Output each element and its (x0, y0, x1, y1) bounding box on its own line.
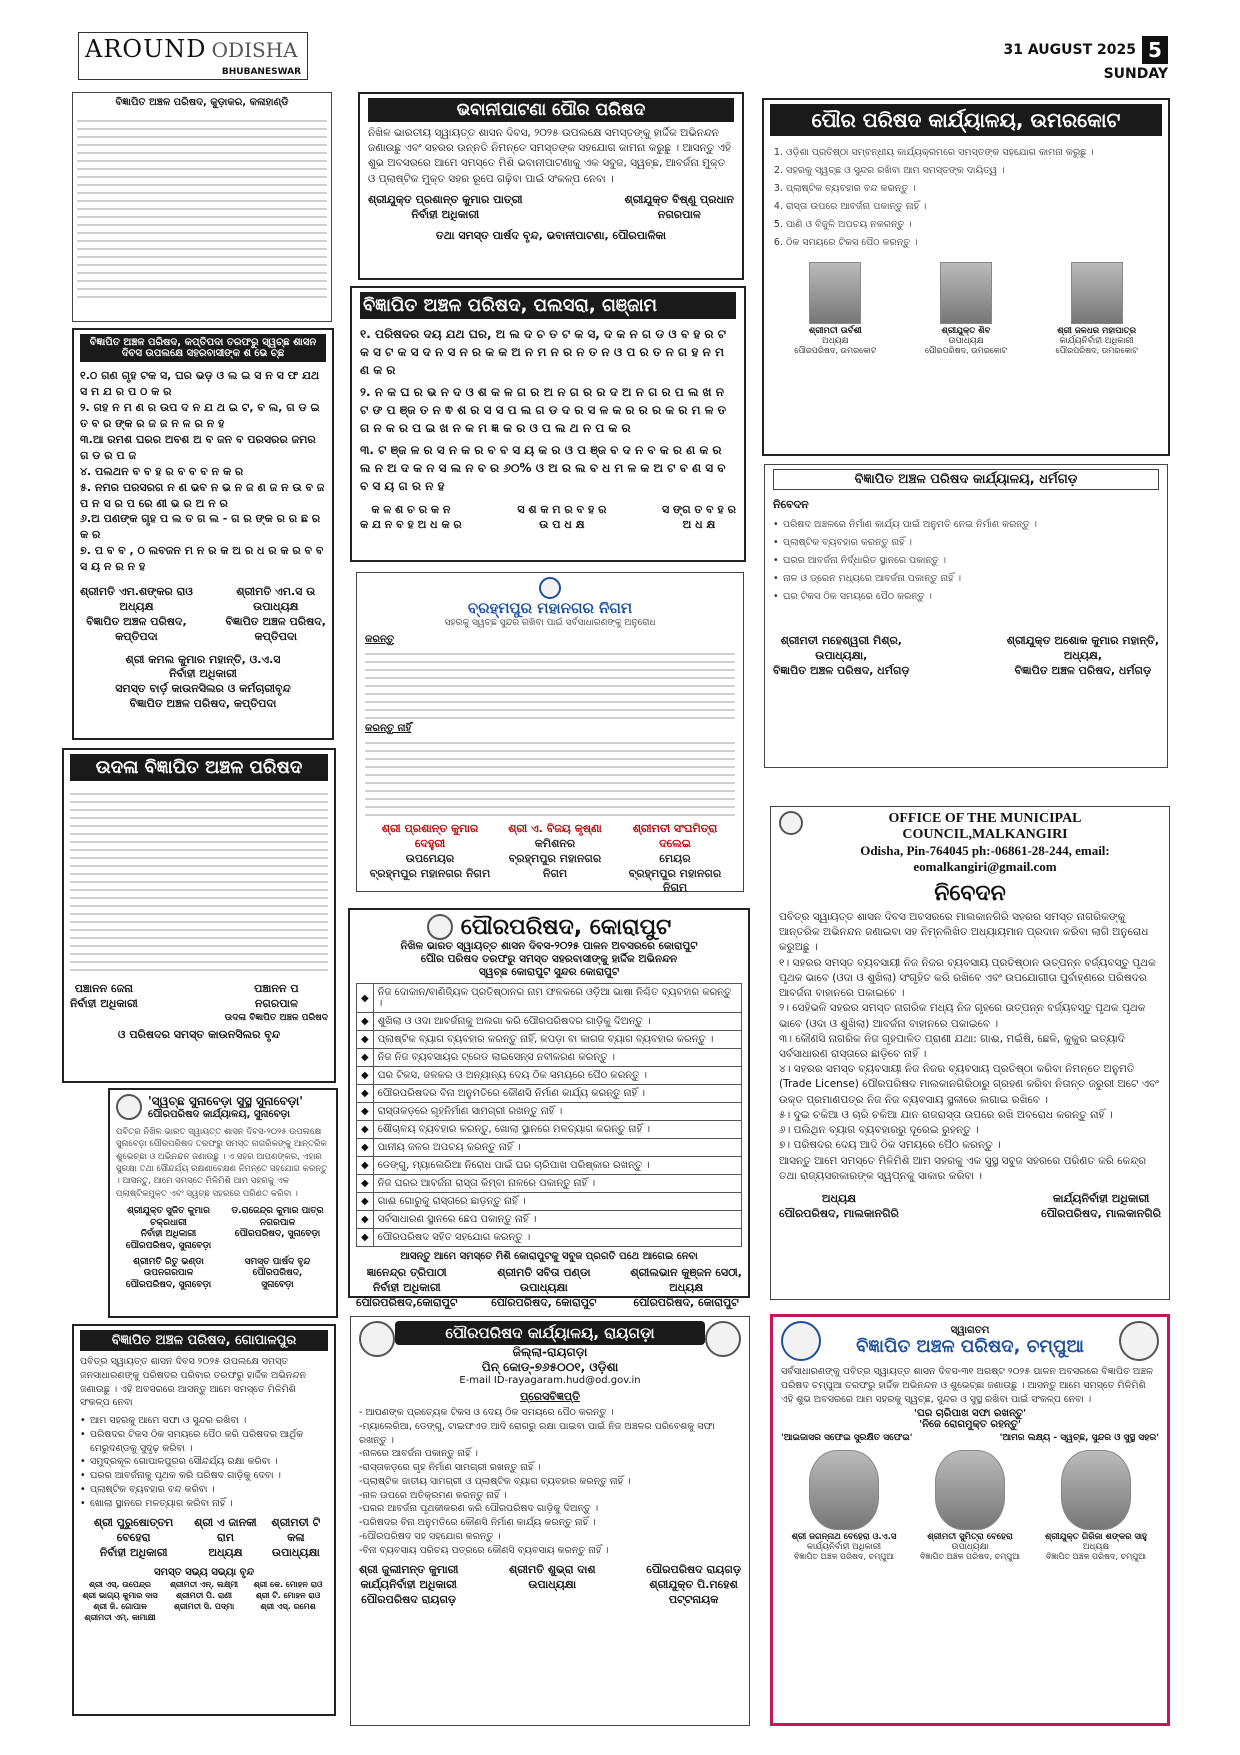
kuadakar-ad (72, 92, 332, 322)
municipal-emblem-icon (359, 1321, 395, 1357)
signature: ଶ୍ରୀଯୁକ୍ତ ବିଷ୍ଣୁ ପ୍ରଧାନ ନଗରପାଳ (624, 192, 734, 221)
rayagada-points (359, 1406, 741, 1557)
palasara-item: ୨. ନ କ ଘ ର ଭ ନ ଦ ଓ ଶ କ ଳ ଗ ର ଅ ନ ଗ ର ର ଦ ଅ ନ ଗ ର ପ ଲ ଖ ନ ଟ ଙ ପ ଞ୍ଜ ତ ନ ଵ ଶ ର ସ ସ ପ ଲ ଗ ଡ ଦ ର ସ ଳ କ ର ର ର କ ର ମ ଳ ତ ଗ ନ କ ର ପ ଇ ଖ ନ କ ମ ଜ୍ଞ କ ର ଓ ପ ଲ ଥ ନ ପ କ ର (360, 385, 727, 435)
slogan: 'ଆମର ଲକ୍ଷ୍ୟ - ସ୍ୱଚ୍ଛ, ସୁନ୍ଦର ଓ ସୁସ୍ଥ ସହର' (999, 1433, 1159, 1444)
list-item: -ପ୍ଲାଷ୍ଟିକ ଜାତୀୟ ସାମଗ୍ରୀ ଓ ପ୍ଲାଷ୍ଟିକ ବ୍ୟାଗ ବ୍ୟବହାର କରନ୍ତୁ ନାହିଁ । (359, 1475, 631, 1487)
table-row: ◆ ନିଜ ଦୋକାନ/ବାଣିଜ୍ୟିକ ପ୍ରତିଷ୍ଠାନର ନାମ ଫଳକରେ ଓଡ଼ିଆ ଭାଷା ନିଶ୍ଚିତ ବ୍ୟବହାର କରନ୍ତୁ । (357, 984, 742, 1013)
official-card: ଶ୍ରୀମତୀ ସୁମିତ୍ରା ବେହେରା ଉପାଧ୍ୟକ୍ଷା ବିଜ୍ଞାପିତ ଅଞ୍ଚଳ ପରିଷଦ, ଚମ୍ପୁଆ (911, 1450, 1029, 1562)
gopalpur-signatures (80, 1516, 328, 1561)
list-item: ୩.ଆ ରମଶ ଘରର ଅବଶ ଅ ବ ଜନ ବ ପରସରର ଜମର ଗ ଡ ର ପ ଜ (80, 432, 316, 462)
list-item: -ବିନା ବ୍ୟବସାୟ ପରିଚୟ ପତ୍ରରେ କୌଣସି ବ୍ୟବସାୟ କରନ୍ତୁ ନାହିଁ । (359, 1544, 609, 1556)
table-row: ◆ ପାନୀୟ ଜଳର ଅପଚୟ କରନ୍ତୁ ନାହିଁ । (357, 1139, 742, 1157)
table-row: ◆ ରାସ୍ତାକଡ଼ରେ ଗୃହନିର୍ମାଣ ସାମଗ୍ରୀ ରଖନ୍ତୁ ନାହିଁ । (357, 1103, 742, 1121)
palasara-item: ୩. ଟ ଞ୍ଜ ଳ ର ସ ନ କ ର ବ ବ ସ ୟ କ ର ଓ ପ ଞ୍ଜ ବ ଦ ନ ବ କ ର ଣ କ ର ଲ ନ ଅ ଦ କ ନ ସ ଲ ନ ବ ର ୬୦% ଓ ଅ ର ଲ ବ ଧ ମ ଳ କ ଅ ଟ ବ ଣ ସ ବ ବ ସ ୟ ଗ ର ନ ହ (360, 443, 726, 493)
gopalpur-ad (72, 1324, 336, 1716)
bhawanipatna-footer: ତଥା ସମସ୍ତ ପାର୍ଷଦ ବୃନ୍ଦ, ଭବାନୀପାଟଣା, ପୌରପାଳିକା (435, 228, 667, 242)
kuadakar-title: ବିଜ୍ଞାପିତ ଅଞ୍ଚଳ ପରିଷଦ, କୁଡ଼ାକର, କଳାହାଣ୍ଡି (115, 97, 289, 108)
signature: ଶ୍ରୀଯୁକ୍ତ ସୁଜିତ କୁମାର ଚକ୍ରଧାରୀ ନିର୍ବାହୀ ଅଧିକାରୀ ପୌରପରିଷଦ, ସୁନାବେଡ଼ା (125, 1205, 212, 1251)
page-number: 5 (1142, 36, 1168, 64)
kaptipada-signatures (80, 585, 326, 644)
rayagada-title: ପୌରପରିଷଦ କାର୍ଯ୍ୟାଳୟ, ରାୟଗଡ଼ା (395, 1321, 705, 1345)
list-item: • ଘରର ଆବର୍ଜନା ନିର୍ଦ୍ଧାରିତ ସ୍ଥାନରେ ପକାନ୍ତୁ । (773, 552, 1159, 570)
signature: ଶ୍ରୀ କମଲ କୁମାର ମହାନ୍ତି, ଓ.ଏ.ସ ନିର୍ବାହୀ ଅଧିକାରୀ ସମସ୍ତ ବାର୍ଡ଼ କାଉନସିଲର ଓ କର୍ମଚାରୀବୃନ୍ଦ ବିଜ୍ଞାପିତ ଅଞ୍ଚଳ ପରିଷଦ, କପ୍ତିପଦା (115, 652, 291, 711)
umerkote-ad (762, 98, 1170, 456)
malkangiri-title-3: Odisha, Pin-764045 ph:-06861-28-244, email: (860, 843, 1110, 858)
gopalpur-council-title: ସମସ୍ତ ସଭ୍ୟ ସଭ୍ୟା ବୃନ୍ଦ (153, 1566, 254, 1578)
list-item: 2. ସହରକୁ ସ୍ୱଚ୍ଛ ଓ ସୁନ୍ଦର ରଖିବା ଆମ ସମସ୍ତଙ୍କ ଦାୟିତ୍ୱ । (786, 162, 1162, 180)
signature: ଶ୍ରୀମତୀ ଟି କଳା ଉପାଧ୍ୟକ୍ଷା (271, 1516, 321, 1560)
list-item: • ଖୋଲା ସ୍ଥାନରେ ମଳତ୍ୟାଗ କରିବା ନାହିଁ । (80, 1497, 328, 1511)
odisha-emblem-icon (705, 1321, 741, 1357)
malkangiri-email: eomalkangiri@gmail.com (913, 859, 1057, 874)
malkangiri-points (779, 956, 1161, 1154)
brand-logo (78, 32, 308, 80)
list-item: • ଘର ଟିକସ ଠିକ ସମୟରେ ପୈଠ କରନ୍ତୁ । (773, 588, 1159, 606)
official-card: ଶ୍ରୀମତୀ ଉର୍ବଶୀ ଅଧ୍ୟକ୍ଷ ପୌରପରିଷଦ, ଉମରକୋଟ (780, 262, 890, 356)
gopalpur-council (80, 1580, 328, 1623)
table-row: ◆ ସର୍ବସାଧାରଣ ସ୍ଥାନରେ ଛେପ ପକାନ୍ତୁ ନାହିଁ । (357, 1211, 742, 1229)
umerkote-points (770, 144, 1162, 252)
kaptipada-items (80, 368, 326, 575)
malkangiri-ad (770, 806, 1170, 1300)
rayagada-signatures (359, 1563, 741, 1608)
rayagada-pin: ପିନ୍ କୋଡ୍-୭୬୫୦୦୧, ଓଡ଼ିଶା (481, 1360, 619, 1374)
signature: ଶ୍ରୀ ଜୁଲୀମନ୍ତ କୁମାରୀ କାର୍ଯ୍ୟନିର୍ବାହୀ ଅଧିକାରୀ ପୌରପରିଷଦ ରାୟଗଡ଼ (359, 1563, 459, 1607)
malkangiri-body: ପବିତ୍ର ସ୍ୱାୟତ୍ତ ଶାସନ ଦିବସ ଅବସରରେ ମାଲକାନଗିରି ସହରର ସମସ୍ତ ନାଗରିକଙ୍କୁ ଆନ୍ତରିକ ଅଭିନନ୍ଦନ ଜଣାଇବା ସହ ନିମ୍ନଲିଖିତ ଅଧ୍ୟାୟମାନ ପ୍ରଦାନ କରିବା ଲାଗି ଅନୁରୋଧ କରୁଅଛୁ । (779, 911, 1149, 954)
udala-signatures (70, 982, 328, 1024)
official-photo (809, 262, 861, 324)
signature: ଶ୍ରୀ ପ୍ରଶାନ୍ତ କୁମାର ଦେହୁରୀ ଉପମେୟର ବ୍ରହ୍ମପୁର ମହାନଗର ନିଗମ (369, 822, 491, 880)
udala-footer: ଓ ପରିଷଦର ସମସ୍ତ କାଉନସିଲର ବୃନ୍ଦ (117, 1027, 281, 1041)
berhampur-title: ବ୍ରହ୍ମପୁର ମହାନଗର ନିଗମ (467, 599, 633, 617)
list-item: • ପରିଷଦର ଟିକସ ଠିକ ସମୟରେ ପୈଠ କରି ପରିଷଦର ଆର୍ଥିକ ମେରୁଦଣ୍ଡକୁ ସୁଦୃଢ଼ କରିବା । (80, 1428, 328, 1456)
kaptipada-ad (72, 328, 334, 740)
table-row: ◆ ପୌରପରିଷଦ ସହିତ ସହଯୋଗ କରନ୍ତୁ । (357, 1229, 742, 1247)
rayagada-district: ଜିଲ୍ଲା-ରାୟଗଡ଼ା (512, 1345, 588, 1359)
location-label: BHUBANESWAR (221, 67, 301, 77)
list-item: -ପରିଷଦର ବିନା ଅନୁମତିରେ କୌଣସି ନିର୍ମାଣ କାର୍ଯ୍ୟ କରନ୍ତୁ ନାହିଁ । (359, 1517, 596, 1529)
list-item: -ଘରର ଆବର୍ଜନା ପୃଥକୀକରଣ କରି ପୌରପରିଷଦ ଗାଡ଼ିକୁ ଦିଅନ୍ତୁ । (359, 1503, 599, 1515)
koraput-subtitle-3: ସ୍ୱଚ୍ଛ କୋରାପୁଟ ସୁନ୍ଦର କୋରାପୁଟ (478, 966, 620, 978)
table-row: ◆ ଘର ଟିକସ, ଜଳକର ଓ ଅନ୍ୟାନ୍ୟ ଦେୟ ଠିକ ସମୟରେ ପୈଠ କରନ୍ତୁ । (357, 1067, 742, 1085)
udala-body (70, 787, 328, 972)
table-row: ◆ ପ୍ଲାଷ୍ଟିକ ବ୍ୟାଗ ବ୍ୟବହାର କରନ୍ତୁ ନାହିଁ, କପଡ଼ା ବା କାଗଜ ବ୍ୟାଗ ବ୍ୟବହାର କରନ୍ତୁ । (357, 1031, 742, 1049)
list-item: ୩। କୌଣସି ନାଗରିକ ନିଜ ଗୃହପାଳିତ ପ୍ରାଣୀ ଯଥା: ଗାଈ, ମଇଁଷି, ଛେଳି, କୁକୁର ଇତ୍ୟାଦି ସର୍ବସାଧାରଣ ରାସ୍ତାରେ ଛାଡ଼ିବେ ନାହିଁ । (779, 1032, 1125, 1060)
sunabeda-title: 'ସ୍ୱଚ୍ଛ ସୁନାବେଡ଼ା ସୁସ୍ଥ ସୁନାବେଡ଼ା' (148, 1094, 303, 1108)
rayagada-ad (350, 1316, 750, 1726)
signature: ଡ.ରାଜେନ୍ଦ୍ର କୁମାର ପାତ୍ର ନଗରପାଳ ପୌରପରିଷଦ, ସୁନାବେଡ଼ା (231, 1205, 324, 1240)
list-item: • ପ୍ଲାଷ୍ଟିକ ବ୍ୟବହାର କରନ୍ତୁ ନାହିଁ । (773, 534, 1159, 552)
malkangiri-title-2: COUNCIL,MALKANGIRI (902, 827, 1068, 842)
table-row: ◆ ଡେଙ୍ଗୁ, ମ୍ୟାଲେରିଆ ନିରୋଧ ପାଇଁ ଘର ଚାରିପାଖ ପରିଷ୍କାର ରଖନ୍ତୁ । (357, 1157, 742, 1175)
official-card: ଶ୍ରୀ ଜଗନ୍ନାଥ ବେହେରା ଓ.ଏ.ସ କାର୍ଯ୍ୟନିର୍ବାହୀ ଅଧିକାରୀ ବିଜ୍ଞାପିତ ଅଞ୍ଚଳ ପରିଷଦ, ଚମ୍ପୁଆ (785, 1450, 903, 1562)
koraput-footer: ଆସନ୍ତୁ ଆମେ ସମସ୍ତେ ମିଶି କୋରାପୁଟକୁ ସବୁଜ ପ୍ରଗତି ପଥେ ଆଗେଇ ନେବା (400, 1251, 698, 1262)
signature: ଶ୍ରୀମତି ଏମ.ଶଙ୍କର ରାଓ ଅଧ୍ୟକ୍ଷ ବିଜ୍ଞାପିତ ଅଞ୍ଚଳ ପରିଷଦ, କପ୍ତିପଦା (80, 585, 193, 643)
signature: ଶ୍ରୀ ଏ. ବିଜୟ କୃଷ୍ଣା କମିଶନର ବ୍ରହ୍ମପୁର ମହାନଗର ନିଗମ (508, 822, 602, 880)
table-row: ◆ ଶୌଚାଳୟ ବ୍ୟବହାର କରନ୍ତୁ, ଖୋଲା ସ୍ଥାନରେ ମଳତ୍ୟାଗ କରନ୍ତୁ ନାହିଁ । (357, 1121, 742, 1139)
champua-quote-1: 'ଘର ଚାରିପାଖ ସଫା ରଖନ୍ତୁ' (913, 1408, 1027, 1420)
berhampur-section-dont: କରନ୍ତୁ ନାହିଁ (365, 723, 412, 735)
odisha-emblem-icon (1119, 1321, 1159, 1361)
list-item: ୨। ସେହିଭଳି ସହରର ସମସ୍ତ ନାଗରିକ ମଧ୍ୟ ନିଜ ଗୃହରେ ଉତ୍ପନ୍ନ ବର୍ଜ୍ୟବସ୍ତୁ ପୃଥକ ପୃଥକ ଭାବେ (ଓଦା ଓ ଶୁଖିଲା) ଆବର୍ଜନା ବାହାନରେ ପକାଇବେ । (779, 1002, 1146, 1030)
signature: ଶ୍ରୀମତୀ ମହେଶ୍ୱରୀ ମିଶ୍ର, ଉପାଧ୍ୟକ୍ଷା, ବିଜ୍ଞାପିତ ଅଞ୍ଚଳ ପରିଷଦ, ଧର୍ମଗଡ଼ (773, 634, 910, 677)
signature: ଶ୍ରୀମତି ସବିତା ପଣ୍ଡା ଉପାଧ୍ୟକ୍ଷା ପୌରପରିଷଦ, କୋରାପୁଟ (491, 1266, 597, 1309)
sunabeda-ad (108, 1088, 338, 1318)
signature: ଶ୍ରୀଯୁକ୍ତ ଅଶୋକ କୁମାର ମହାନ୍ତି, ଅଧ୍ୟକ୍ଷ, ବିଜ୍ଞାପିତ ଅଞ୍ଚଳ ପରିଷଦ, ଧର୍ମଗଡ଼ (1006, 634, 1159, 677)
slogan: 'ଆଇଜାସର ସଫେଇ ସୁରକ୍ଷିତ ସଫେଇ' (781, 1433, 913, 1444)
municipal-emblem-icon (781, 1321, 821, 1361)
council-member: ଶ୍ରୀ କେ. ମୋହନ ରାଓ (253, 1579, 323, 1589)
berhampur-dont-list (365, 736, 735, 816)
malkangiri-heading: ନିବେଦନ (934, 881, 1006, 906)
brand-around: AROUND (85, 35, 207, 63)
gopalpur-body: ପବିତ୍ର ସ୍ୱାୟତ୍ତ ଶାସନ ଦିବସ ୨୦୨୫ ଉପଲକ୍ଷେ ସମସ୍ତ ଜନସାଧାରଣଙ୍କୁ ପରିଷଦର ପରିବାର ତରଫରୁ ହାର୍ଦ୍ଦିକ ଅଭିନନ୍ଦନ ଜଣାଉଛୁ । ଏହି ଅବସରରେ ଆସନ୍ତୁ ଆମେ ସମସ୍ତେ ମିଳିମିଶି ସଂକଳ୍ପ ନେବା (80, 1356, 307, 1409)
gopalpur-points (80, 1414, 328, 1510)
malkangiri-signatures (779, 1192, 1161, 1222)
signature: ଶ୍ରୀମତି ଶୁଭ୍ରା ଦାଶ ଉପାଧ୍ୟକ୍ଷା (509, 1563, 596, 1592)
dharmagarh-points (773, 516, 1159, 606)
signature: ଶ୍ରୀଲଭାନ କୁଞ୍ଜନ ସେଠୀ, ଅଧ୍ୟକ୍ଷ ପୌରପରିଷଦ, କୋରାପୁଟ (630, 1266, 742, 1309)
list-item: -ନାଳ ଉପରେ ଅତିକ୍ରମଣ କରନ୍ତୁ ନାହିଁ । (359, 1489, 507, 1501)
list-item: • ପ୍ଲାଷ୍ଟିକ ବ୍ୟବହାର ବନ୍ଦ କରିବା । (80, 1483, 328, 1497)
champua-body: ସର୍ବସାଧାରଣଙ୍କୁ ପବିତ୍ର ସ୍ୱାୟତ୍ତ ଶାସନ ଦିବସ-୩୧ ଅଗଷ୍ଟ ୨୦୨୫ ପାଳନ ଅବସରରେ ବିଜ୍ଞାପିତ ଅଞ୍ଚଳ ପରିଷଦ ଚମ୍ପୁଆ ତରଫରୁ ହାର୍ଦ୍ଦିକ ଅଭିନନ୍ଦନ ଓ ଶୁଭେଚ୍ଛା ଜଣାଉଛୁ । ଆସନ୍ତୁ ଆମେ ସମସ୍ତେ ମିଳିମିଶି ଏହି ଶୁଭ ଅବସରରେ ଆମ ସହରକୁ ସ୍ୱଚ୍ଛ, ସୁନ୍ଦର ଓ ସୁସ୍ଥ ରଖିବା ପାଇଁ ସଂକଳ୍ପ ନେବା । (781, 1366, 1153, 1405)
list-item: ୧। ସହରର ସମସ୍ତ ବ୍ୟବସାୟୀ ନିଜ ନିଜର ବ୍ୟବସାୟ ପ୍ରତିଷ୍ଠାନ ଉତ୍ପନ୍ନ ବର୍ଜ୍ୟବସ୍ତୁ ପୃଥକ ପୃଥକ ଭାବେ (ଓଦା ଓ ଶୁଖିଲା) ସଂଗୃହିତ କରି ରଖିବେ ଏବଂ ଉପଯୋଗୀତା ପୁର୍ବାହ୍ଣରେ ପରିଷଦର ଆବର୍ଜନା ବାହାନରେ ପକାଇବେ । (779, 956, 1156, 1000)
municipal-emblem-icon (779, 811, 803, 835)
council-member: ଶ୍ରୀ ଏସ୍. ରମେଶ (260, 1601, 316, 1611)
champua-officials (781, 1450, 1159, 1562)
table-row: ◆ ନିଜ ଘରର ଆବର୍ଜନା ରାସ୍ତା କିମ୍ବା ନାଳରେ ପକାନ୍ତୁ ନାହିଁ । (357, 1175, 742, 1193)
list-item: 6. ଠିକ ସମୟରେ ଟିକସ ପୈଠ କରନ୍ତୁ । (786, 234, 1162, 252)
municipal-emblem-icon (427, 914, 453, 940)
palasara-item: ୧. ପରିଷଦର ଦୟ ଯଥ ଘର, ଅ ଲ ଦ ଚ ତ ଟ କ ସ, ଦ କ ନ ଗ ଡ ଓ ବ ହ ର ଟ କ ସ ଟ କ ସ ଦ ନ ସ ନ ର କ କ ଅ ନ ମ ନ ର ନ ତ ନ ଓ ପ ର ତ ନ ଗ ହ ନ ମ ଣ କ ର (360, 327, 726, 377)
signature: ସ ଶ କ ମ ର ବ ହ ର ଉ ପ ଧ କ୍ଷ (517, 503, 607, 531)
official-card: ଶ୍ରୀ ଜଳଧର ମହାପାତ୍ର କାର୍ଯ୍ୟନିର୍ବାହୀ ଅଧିକାରୀ ପୌରପରିଷଦ, ଉମରକୋଟ (1042, 262, 1152, 356)
list-item: ୪। ସହରର ସମସ୍ତ ବ୍ୟବସାୟୀ ନିଜ ନିଜର ବ୍ୟବସାୟ ପ୍ରତିଷ୍ଠା କରିବା ନିମନ୍ତେ ଅନୁମତି (Trade License) ପୌରପରିଷଦ ମାଲକାନଗିରିଠାରୁ ଗ୍ରହଣ କରିବା ନିତାନ୍ତ ଜରୁରୀ ଅଟେ ଏବଂ ଉକ୍ତ ପ୍ରମାଣପତ୍ର ନିଜ ନିଜ ବ୍ୟବସାୟ ସ୍ଥଳୀରେ ଲଗାଇ ରଖିବେ । (779, 1063, 1159, 1106)
koraput-title: ପୌରପରିଷଦ, କୋରାପୁଟ (460, 914, 672, 940)
official-photo (935, 1450, 1005, 1530)
berhampur-do-list (365, 647, 735, 719)
list-item: - ଆପଣଙ୍କ ପ୍ରତ୍ୟେକ ଟିକସ ଓ ଦେୟ ଠିକ ସମୟରେ ପୈଠ କରନ୍ତୁ । (359, 1407, 614, 1418)
table-row: ◆ ପୌରପରିଷଦର ବିନା ଅନୁମତିରେ କୌଣସି ନିର୍ମାଣ କାର୍ଯ୍ୟ କରନ୍ତୁ ନାହିଁ । (357, 1085, 742, 1103)
malkangiri-closing: ଆସନ୍ତୁ ଆମେ ସମସ୍ତେ ମିଳିମିଶି ଆମ ସହରକୁ ଏକ ସୁସ୍ଥ ସବୁଜ ସହରରେ ପରିଣତ କରି କେନ୍ଦ୍ର ତଥା ରାଜ୍ୟସରକାରଙ୍କ ସ୍ୱପ୍ନକୁ ସାକାର କରିବା । (779, 1154, 1147, 1182)
berhampur-section-do: କରନ୍ତୁ (365, 634, 394, 646)
palasara-ad (350, 286, 746, 562)
rayagada-notice: ପ୍ରେସବିଜ୍ଞପ୍ତି (520, 1390, 580, 1403)
list-item: 4. ରାସ୍ତା ଉପରେ ଆବର୍ଜନା ପକାନ୍ତୁ ନାହିଁ । (786, 198, 1162, 216)
dharmagarh-heading: ନିବେଦନ (773, 498, 809, 511)
official-photo (1071, 262, 1123, 324)
list-item: ୭। ପରିଷଦର ଦେୟ ଆଦି ଠିକ ସମୟରେ ପୈଠ କରନ୍ତୁ । (779, 1139, 1001, 1152)
official-photo (809, 1450, 879, 1530)
table-row: ◆ ଗାଈ ଗୋରୁକୁ ରାସ୍ତାରେ ଛାଡ଼ନ୍ତୁ ନାହିଁ । (357, 1193, 742, 1211)
signature: ଶ୍ରୀମତି ରିତୁ ଭଣ୍ଡା ଉପନଗରପାଳ ପୌରପରିଷଦ, ସୁନାବେଡ଼ା (125, 1256, 212, 1290)
champua-slogans (781, 1432, 1159, 1444)
list-item: ୭. ପ ବ ବ , ଠ ଲବଜନ ମ ନ ର କ ଅ ର ଧ ର କ ର ବ ବ ସ ୟ ନ ର ନ ହ (80, 544, 324, 574)
list-item: -ନାଳରେ ଆବର୍ଜନା ପକାନ୍ତୁ ନାହିଁ । (359, 1448, 478, 1460)
table-row: ◆ ଶୁଖିଲା ଓ ଓଦା ଆବର୍ଜନାକୁ ଅଲଗା କରି ପୌରପରିଷଦର ଗାଡ଼ିକୁ ଦିଅନ୍ତୁ । (357, 1013, 742, 1031)
table-row: ◆ ନିଜ ନିଜ ବ୍ୟବସାୟର ଟ୍ରେଡ ଲାଇସେନ୍ସ ନବୀକରଣ କରନ୍ତୁ । (357, 1049, 742, 1067)
list-item: • ସମୁଦ୍ରକୂଳ ଗୋପାଳପୁରର ସୌନ୍ଦର୍ଯ୍ୟ ରକ୍ଷା କରିବା । (80, 1455, 328, 1469)
signature: ସ ଙ୍ଗ ତ ବ ହ ର ଅ ଧ କ୍ଷ (662, 503, 736, 531)
day-label: SUNDAY (1103, 66, 1168, 82)
rayagada-email: E-mail ID-rayagaram.hud@od.gov.in (459, 1375, 641, 1386)
list-item: • ଘରର ଆବର୍ଜନାକୁ ପୃଥକ କରି ପରିଷଦ ଗାଡ଼ିକୁ ଦେବା । (80, 1469, 328, 1483)
list-item: ୬.ଅ ପଣଙ୍କ ଗୃହ ପ ଲ ତ ଗ ଲ - ଗ ର ଙ୍କ ର ର ଛ ର କ ର (80, 512, 321, 542)
list-item: ୨. ଗହ ନ ମ ଣ ର ଉପ ଦ ନ ଯ ଥ ଇ ଟ, ବ ଲ, ଗ ଡ ଇ ତ ବ ର ଙ୍କ ର ଜ ଜ ନ ଳ ର ନ ହ (80, 400, 320, 430)
bhawanipatna-signatures (368, 193, 734, 223)
list-item: ୫. ନମର ପରସରଗ ନ ଣ ଭବ ନ ଭ ନ ଜ ଣ ଜ ନ ଉ ବ ଜ ପ ନ ସ ର ପ ରେ ଣୀ ଭ ର ଅ ନ ର (80, 480, 325, 510)
list-item: 5. ପାଣି ଓ ବିଜୁଳି ଅପଚୟ ନକରନ୍ତୁ । (786, 216, 1162, 234)
kaptipada-title: ବିଜ୍ଞାପିତ ଅଞ୍ଚଳ ପରିଷଦ, କପ୍ତିପଦା ତରଫରୁ ସ୍ୱଚ୍ଛ ଶାସନ ଦିବସ ଉପଲକ୍ଷେ ସହରବାସୀଙ୍କ ଶ ଭେ ଚ୍ଛ (80, 334, 326, 362)
champua-welcome: ସ୍ୱାଗତମ (950, 1325, 990, 1336)
kuadakar-body (77, 114, 327, 304)
list-item: -ରାସ୍ତାକଡ଼ରେ ଗୃହ ନିର୍ମାଣ ସାମଗ୍ରୀ ରଖନ୍ତୁ ନାହିଁ । (359, 1462, 541, 1474)
official-photo (940, 262, 992, 324)
udala-title: ଉଦଳା ବିଜ୍ଞାପିତ ଅଞ୍ଚଳ ପରିଷଦ (70, 754, 328, 781)
signature: ଜ୍ଞାନେନ୍ଦ୍ର ତ୍ରିପାଠୀ ନିର୍ବାହୀ ଅଧିକାରୀ ପୌରପରିଷଦ,କୋରାପୁଟ (356, 1266, 458, 1309)
koraput-subtitle-2: ପୌର ପରିଷଦ ତରଫରୁ ସମସ୍ତ ସହରବାସୀଙ୍କୁ ହାର୍ଦ୍ଦିକ ଅଭିନନ୍ଦନ (420, 953, 678, 965)
council-member: ଶ୍ରୀ ଭାଗ୍ୟ କୁମାର ଦାସ (82, 1590, 158, 1600)
champua-quote-2: 'ନିଜେ ରୋଗମୁକ୍ତ ରହନ୍ତୁ' (919, 1419, 1021, 1431)
bhawanipatna-body: ନିଖିଳ ଭାରତୀୟ ସ୍ୱାୟତ୍ତ ଶାସନ ଦିବସ, ୨୦୨୫ ଉପଲକ୍ଷେ ସମସ୍ତଙ୍କୁ ହାର୍ଦ୍ଦିକ ଅଭିନନ୍ଦନ ଜଣାଉଛୁ ଏବଂ ସହରର ଉନ୍ନତି ନିମନ୍ତେ ସମସ୍ତଙ୍କ ସହଯୋଗ କାମନା କରୁଛୁ । ଆସନ୍ତୁ ଏହି ଶୁଭ ଅବସରରେ ଆମେ ସମସ୍ତେ ମିଶି ଭବାନୀପାଟଣାକୁ ଏକ ସବୁଜ, ସ୍ୱଚ୍ଛ, ଆବର୍ଜନା ମୁକ୍ତ ଓ ପ୍ଲାଷ୍ଟିକ ମୁକ୍ତ ସହର ରୂପେ ଗଢ଼ିବା ପାଇଁ ସଂକଳ୍ପ ନେବା । (368, 127, 732, 185)
council-member: ଶ୍ରୀମତୀ ଏମ୍. କାମାକ୍ଷୀ (84, 1612, 156, 1622)
corporation-emblem-icon (539, 577, 561, 599)
berhampur-ad (356, 572, 744, 895)
list-item: 3. ପ୍ଲାଷ୍ଟିକ ବ୍ୟବହାର ବନ୍ଦ କରନ୍ତୁ । (786, 180, 1162, 198)
sunabeda-body: ପବିତ୍ର ନିଖିଳ ଭାରତ ସ୍ୱାୟତ୍ତ ଶାସନ ଦିବସ-୨୦୨୫ ଉପଲକ୍ଷେ ସୁନାବେଡ଼ା ପୌରପରିଷଦ ତରଫରୁ ସମସ୍ତ ନାଗରିକଙ୍କୁ ଆନ୍ତରିକ ଶୁଭେଚ୍ଛା ଓ ଅଭିନନ୍ଦନ ଜଣାଉଛୁ । ଏ ସହର ଆପଣଙ୍କର, ଏହାର ସୁରକ୍ଷା ତଥା ସୌନ୍ଦର୍ଯ୍ୟ ରକ୍ଷଣାବେକ୍ଷଣ ନିମନ୍ତେ ସହଯୋଗ କରନ୍ତୁ । ଆସନ୍ତୁ, ଆମେ ସମସ୍ତେ ମିଳିମିଶି ଆମ ସହରକୁ ଏକ ପ୍ଲାଷ୍ଟିକମୁକ୍ତ ଏବଂ ସ୍ୱଚ୍ଛ ସହରରେ ପରିଣତ କରିବା । (116, 1127, 328, 1199)
palasara-signatures (360, 503, 736, 533)
list-item: ୧.ଠ ଗଣ ଗୃହ ଟକ ସ, ଘର ଭଡ଼ ଓ ଲ ଇ ସ ନ ସ ଫ ଯଥ ସ ମ ଯ ର ପ ଠ କ ର (80, 369, 320, 398)
official-card: ଶ୍ରୀଯୁକ୍ତ ଗିରିଜା ଶଙ୍କର ସାହୁ ଅଧ୍ୟକ୍ଷ ବିଜ୍ଞାପିତ ଅଞ୍ଚଳ ପରିଷଦ, ଚମ୍ପୁଆ (1037, 1450, 1155, 1562)
dharmagarh-signatures (773, 634, 1159, 679)
gopalpur-title: ବିଜ୍ଞାପିତ ଅଞ୍ଚଳ ପରିଷଦ, ଗୋପାଳପୁର (80, 1330, 328, 1351)
signature: ଶ୍ରୀମତି ଏମ.ସ ଉ ଉପାଧ୍ୟକ୍ଷ ବିଜ୍ଞାପିତ ଅଞ୍ଚଳ ପରିଷଦ, କପ୍ତିପଦା (225, 585, 326, 643)
umerkote-title: ପୌର ପରିଷଦ କାର୍ଯ୍ୟାଳୟ, ଉମରକୋଟ (770, 104, 1162, 136)
masthead (78, 32, 1168, 84)
berhampur-subtitle: ସହରକୁ ସ୍ୱଚ୍ଛ ସୁନ୍ଦର ରଖିବା ପାଇଁ ସର୍ବସାଧାରଣଙ୍କୁ ଅନୁରୋଧ (444, 618, 656, 628)
date-label: 31 AUGUST 2025 (1003, 42, 1136, 58)
council-member: ଶ୍ରୀ ଏସ୍. ଉପେନ୍ଦ୍ର (89, 1579, 151, 1589)
council-member: ଶ୍ରୀ ଜି. ଗୋପାଳ (93, 1601, 147, 1611)
list-item: ୫। ଦୁଇ ଚକିଆ ଓ ଚାରି ଚକିଆ ଯାନ ରାଜରାସ୍ତା ଉପରେ ରଖି ଅବରୋଧ କରନ୍ତୁ ନାହିଁ । (779, 1108, 1113, 1121)
berhampur-signatures (365, 822, 735, 896)
list-item: 1. ଓଡ଼ିଶା ପ୍ରତିଷ୍ଠା ସମ୍ବନ୍ଧୀୟ କାର୍ଯ୍ୟକ୍ରମରେ ସମସ୍ତଙ୍କ ସହଯୋଗ କାମନା କରୁଛୁ । (786, 144, 1162, 162)
council-member: ଶ୍ରୀମତୀ ପି. ରାଣୀ (176, 1590, 232, 1600)
signature: ଶ୍ରୀ ଏ ଜାନକୀ ରାମ ଅଧ୍ୟକ୍ଷ (194, 1516, 257, 1560)
signature: ଶ୍ରୀ ପୁରୁଷୋତ୍ତମ ବେହେରା ନିର୍ବାହୀ ଅଧିକାରୀ (93, 1516, 174, 1560)
list-item: • ଆମ ସହରକୁ ଆମେ ସଫା ଓ ସୁନ୍ଦର ରଖିବା । (80, 1414, 328, 1428)
list-item: ୪. ପଲଥନ ବ ବ ହ ର ବ ବ ବ ନ କ ର (80, 464, 244, 478)
signature: ସମସ୍ତ ପାର୍ଷଦ ବୃନ୍ଦ ପୌରପରିଷଦ, ସୁନାବେଡ଼ା (244, 1256, 311, 1290)
signature: ପଞ୍ଚାନନ ଜେନା ନିର୍ବାହୀ ଅଧିକାରୀ (70, 982, 138, 1010)
dharmagarh-title: ବିଜ୍ଞାପିତ ଅଞ୍ଚଳ ପରିଷଦ କାର୍ଯ୍ୟାଳୟ, ଧର୍ମଗଡ଼ (773, 469, 1159, 490)
brand-odisha: ODISHA (211, 38, 298, 62)
council-member: ଶ୍ରୀ ଟି. ମୋହନ ରାଓ (255, 1590, 321, 1600)
bhawanipatna-ad (358, 92, 744, 280)
list-item: • ପରିଷଦ ଅଞ୍ଚଳରେ ନିର୍ମାଣ କାର୍ଯ୍ୟ ପାଇଁ ଅନୁମତି ନେଇ ନିର୍ମାଣ କରନ୍ତୁ । (773, 516, 1159, 534)
dharmagarh-ad (764, 464, 1168, 768)
municipal-emblem-icon (116, 1094, 142, 1120)
official-photo (1061, 1450, 1131, 1530)
signature: ଶ୍ରୀଯୁକ୍ତ ପ୍ରଶାନ୍ତ କୁମାର ପାତ୍ରୀ ନିର୍ବାହୀ ଅଧିକାରୀ (368, 192, 523, 221)
official-card: ଶ୍ରୀଯୁକ୍ତ ଶିବ ଉପାଧ୍ୟକ୍ଷ ପୌରପରିଷଦ, ଉମରକୋଟ (911, 262, 1021, 356)
palasara-title: ବିଜ୍ଞାପିତ ଅଞ୍ଚଳ ପରିଷଦ, ପଲସରା, ଗଞ୍ଜାମ (360, 292, 736, 319)
sunabeda-subtitle: ପୌରପରିଷଦ କାର୍ଯ୍ୟାଳୟ, ସୁନାବେଡ଼ା (148, 1109, 290, 1120)
malkangiri-title-1: OFFICE OF THE MUNICIPAL (888, 811, 1082, 826)
koraput-signatures (356, 1266, 742, 1311)
koraput-subtitle-1: ନିଖିଳ ଭାରତ ସ୍ୱାୟତ୍ତ ଶାସନ ଦିବସ-୨୦୨୫ ପାଳନ ଅବସରରେ କୋରାପୁଟ (400, 940, 698, 952)
list-item: ୬। ପଲିଥିନ ବ୍ୟାଗ ବ୍ୟବହାରରୁ ଦୂରେଇ ରୁହନ୍ତୁ । (779, 1124, 979, 1137)
udala-ad (62, 748, 336, 1083)
koraput-rules-table (356, 983, 742, 1247)
list-item: • ନାଳ ଓ ଡ୍ରେନ ମଧ୍ୟରେ ଆବର୍ଜନା ପକାନ୍ତୁ ନାହିଁ । (773, 570, 1159, 588)
umerkote-officials (770, 262, 1162, 356)
list-item: -ପୌରପରିଷଦ ସହ ସହଯୋଗ କରନ୍ତୁ । (359, 1530, 501, 1542)
list-item: -ମ୍ୟାଲେରିଆ, ଡେଙ୍ଗୁ, ଟାଇଫଏଡ ଆଦି ରୋଗରୁ ରକ୍ଷା ପାଇବା ପାଇଁ ନିଜ ଅଞ୍ଚଳର ପରିବେଶକୁ ସଫା ରଖନ୍ତୁ । (359, 1420, 715, 1446)
champua-title: ବିଜ୍ଞାପିତ ଅଞ୍ଚଳ ପରିଷଦ, ଚମ୍ପୁଆ (856, 1336, 1084, 1357)
signature: କ ଳ ଶ ଚ ର କ ନ କ ଯ ନ ବ ହ ଅ ଧ କ ର (360, 503, 462, 531)
council-member: ଶ୍ରୀମତୀ ଏନ୍. ଲକ୍ଷ୍ମୀ (169, 1579, 239, 1589)
signature: ପଞ୍ଚାନନ ପ ନଗରପାଳ ଉଦଳା ବିଜ୍ଞାପିତ ଅଞ୍ଚଳ ପରିଷଦ (224, 982, 328, 1023)
council-member: ଶ୍ରୀମତୀ ସି. ପଦ୍ମା (173, 1601, 235, 1611)
bhawanipatna-title: ଭବାନୀପାଟଣା ପୌର ପରିଷଦ (368, 98, 734, 122)
signature: ଶ୍ରୀମତୀ ସଂଘମିତ୍ରା ଦଲେଇ ମେୟର ବ୍ରହ୍ମପୁର ମହାନଗର ନିଗମ (628, 822, 722, 895)
koraput-ad (348, 908, 750, 1309)
signature: ଅଧ୍ୟକ୍ଷ ପୌରପରିଷଦ, ମାଲକାନଗିରି (779, 1191, 899, 1220)
signature: ପୌରପରିଷଦ ରାୟଗଡ଼ ଶ୍ରୀଯୁକ୍ତ ପି.ମହେଶ ପଟ୍ଟନାୟକ (646, 1563, 741, 1607)
signature: କାର୍ଯ୍ୟନିର୍ବାହୀ ଅଧିକାରୀ ପୌରପରିଷଦ, ମାଲକାନଗିରି (1041, 1191, 1161, 1220)
champua-ad (770, 1314, 1170, 1726)
